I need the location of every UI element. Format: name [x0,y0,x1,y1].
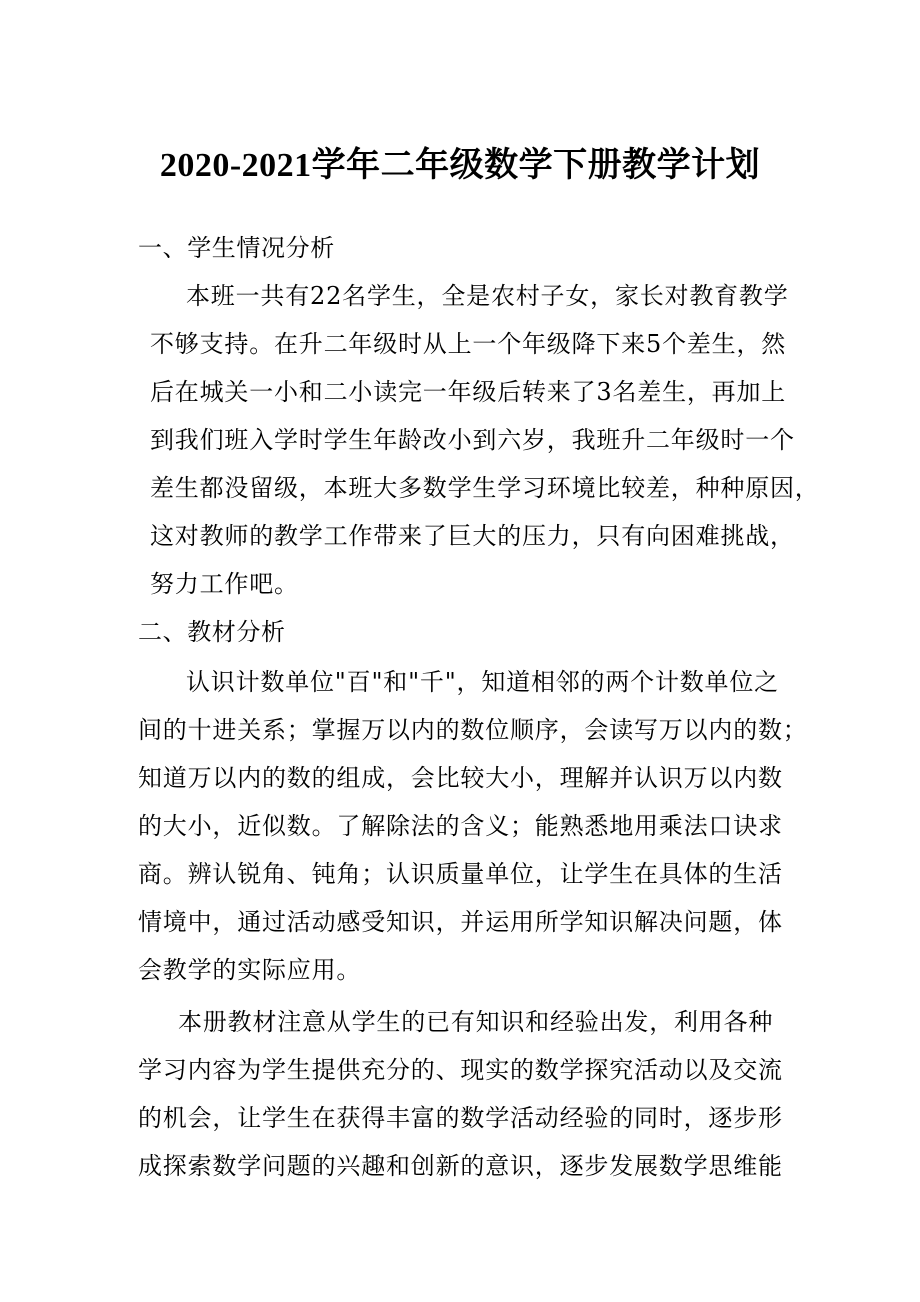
section-heading-student-analysis: 一、学生情况分析 [138,234,335,262]
paragraph-line: 商。辨认锐角、钝角；认识质量单位，让学生在具体的生活 [138,860,783,888]
paragraph-line: 学习内容为学生提供充分的、现实的数学探究活动以及交流 [138,1056,783,1084]
paragraph-line: 认识计数单位"百"和"千"，知道相邻的两个计数单位之 [186,668,779,696]
paragraph-line: 后在城关一小和二小读完一年级后转来了3名差生，再加上 [150,378,787,406]
paragraph-line: 间的十进关系；掌握万以内的数位顺序，会读写万以内的数； [138,716,808,744]
paragraph-line: 到我们班入学时学生年龄改小到六岁，我班升二年级时一个 [150,426,795,454]
paragraph-line: 本册教材注意从学生的已有知识和经验出发，利用各种 [178,1008,774,1036]
paragraph-line: 的大小，近似数。了解除法的含义；能熟悉地用乘法口诀求 [138,812,783,840]
paragraph-line: 差生都没留级，本班大多数学生学习环境比较差，种种原因， [150,474,820,502]
paragraph-line: 成探索数学问题的兴趣和创新的意识，逐步发展数学思维能 [138,1152,783,1180]
paragraph-line: 本班一共有22名学生，全是农村子女，家长对教育教学 [186,282,789,310]
paragraph-line: 知道万以内的数的组成，会比较大小，理解并认识万以内数 [138,764,783,792]
paragraph-line: 的机会，让学生在获得丰富的数学活动经验的同时，逐步形 [138,1104,783,1132]
section-heading-textbook-analysis: 二、教材分析 [138,618,286,646]
paragraph-line: 情境中，通过活动感受知识，并运用所学知识解决问题，体 [138,908,783,936]
paragraph-line: 不够支持。在升二年级时从上一个年级降下来5个差生，然 [150,330,787,358]
paragraph-line: 努力工作吧。 [150,570,299,598]
paragraph-line: 这对教师的教学工作带来了巨大的压力，只有向困难挑战， [150,522,795,550]
paragraph-line: 会教学的实际应用。 [138,956,362,984]
document-title: 2020-2021学年二年级数学下册教学计划 [159,147,761,184]
